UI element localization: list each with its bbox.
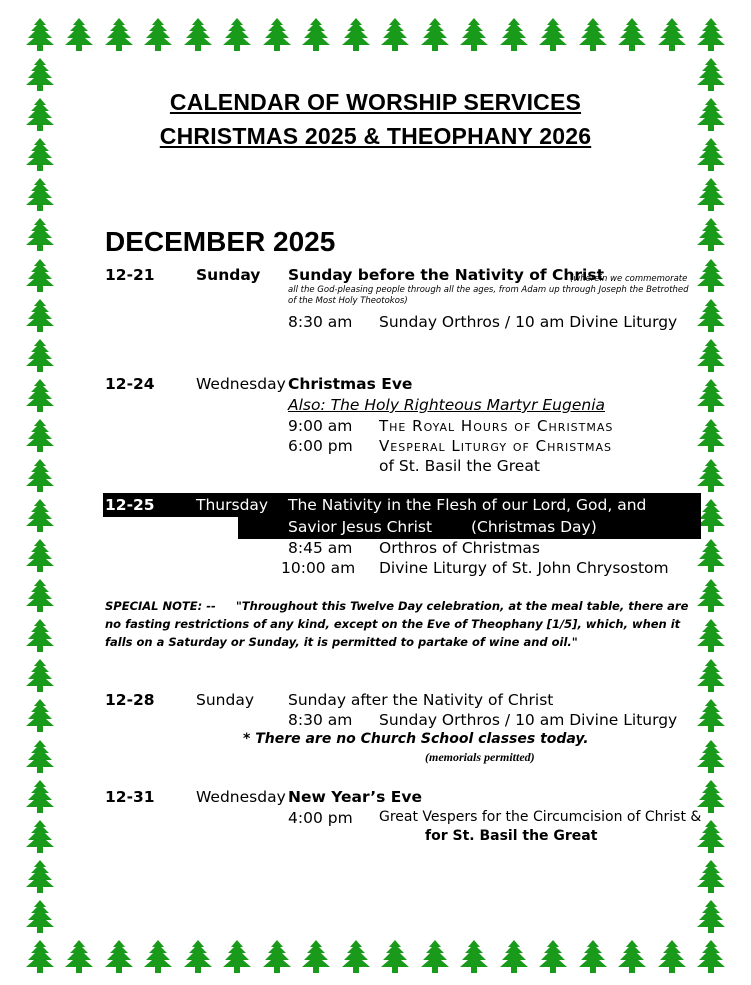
- tree-icon: [24, 539, 56, 573]
- tree-icon: [458, 940, 490, 974]
- tree-icon: [24, 259, 56, 293]
- tree-icon: [142, 940, 174, 974]
- tree-icon: [695, 259, 727, 293]
- tree-icon: [24, 379, 56, 413]
- tree-icon: [261, 18, 293, 52]
- tree-icon: [24, 619, 56, 653]
- tree-icon: [695, 299, 727, 333]
- tree-icon: [24, 419, 56, 453]
- tree-icon: [695, 339, 727, 373]
- page-title-line2: CHRISTMAS 2025 & THEOPHANY 2026: [159, 123, 592, 149]
- tree-icon: [695, 740, 727, 774]
- tree-icon: [577, 18, 609, 52]
- entry-title: Christmas Eve: [288, 375, 413, 393]
- entry-day: Sunday: [196, 266, 261, 284]
- tree-icon: [142, 18, 174, 52]
- tree-icon: [24, 940, 56, 974]
- tree-icon: [24, 860, 56, 894]
- tree-icon: [379, 940, 411, 974]
- entry-service: Divine Liturgy of St. John Chrysostom: [379, 559, 669, 577]
- tree-icon: [24, 339, 56, 373]
- tree-icon: [103, 18, 135, 52]
- entry-title-cont: (Christmas Day): [471, 518, 597, 536]
- tree-icon: [695, 58, 727, 92]
- entry-service: Vesperal Liturgy of Christmas: [379, 437, 612, 455]
- tree-icon: [24, 299, 56, 333]
- tree-icon: [695, 379, 727, 413]
- entry-day: Sunday: [196, 691, 254, 709]
- tree-icon: [24, 459, 56, 493]
- tree-icon: [221, 18, 253, 52]
- tree-icon: [63, 18, 95, 52]
- tree-icon: [221, 940, 253, 974]
- entry-service: Sunday Orthros / 10 am Divine Liturgy: [379, 313, 678, 331]
- entry-service: Great Vespers for the Circumcision of Christ &: [379, 809, 702, 825]
- entry-title: New Year’s Eve: [288, 788, 422, 806]
- tree-icon: [24, 900, 56, 934]
- tree-icon: [24, 699, 56, 733]
- entry-note: (wherein we commemorate all the God-pleasing people through all the ages, from Adam up through Joseph the Betrothed of the Most Holy Theotokos): [288, 274, 689, 306]
- tree-icon: [419, 18, 451, 52]
- page-title-line1: CALENDAR OF WORSHIP SERVICES: [169, 89, 582, 115]
- tree-icon: [616, 18, 648, 52]
- tree-icon: [695, 699, 727, 733]
- tree-icon: [577, 940, 609, 974]
- tree-icon: [182, 18, 214, 52]
- tree-icon: [498, 940, 530, 974]
- entry-date: 12-25: [105, 496, 155, 514]
- entry-date: 12-24: [105, 375, 155, 393]
- tree-icon: [537, 940, 569, 974]
- tree-icon: [695, 218, 727, 252]
- entry-title: Sunday before the Nativity of Christ: [288, 266, 604, 284]
- memorials-note: (memorials permitted): [425, 750, 535, 764]
- entry-time: 9:00 am: [288, 417, 353, 435]
- tree-icon: [656, 940, 688, 974]
- tree-icon: [695, 659, 727, 693]
- school-note: * There are no Church School classes today.: [243, 731, 589, 747]
- tree-icon: [695, 178, 727, 212]
- entry-title-cont: Savior Jesus Christ: [288, 518, 433, 536]
- entry-time: 8:45 am: [288, 539, 353, 557]
- entry-day: Thursday: [196, 496, 269, 514]
- tree-icon: [24, 218, 56, 252]
- tree-icon: [340, 940, 372, 974]
- tree-icon: [63, 940, 95, 974]
- entry-time: 10:00 am: [281, 559, 356, 577]
- entry-title: Sunday after the Nativity of Christ: [288, 691, 554, 709]
- tree-icon: [24, 740, 56, 774]
- tree-icon: [379, 18, 411, 52]
- tree-icon: [24, 780, 56, 814]
- tree-icon: [24, 18, 56, 52]
- tree-icon: [695, 900, 727, 934]
- entry-service-cont: for St. Basil the Great: [425, 828, 598, 844]
- special-note-text: "Throughout this Twelve Day celebration, at the meal table, there are no fasting restrictions of any kind, except on the Eve of Theophany [1/5], which, when it falls on a Saturday or Sunday, it is permitted to partake of wine and oil.": [105, 599, 689, 649]
- entry-time: 8:30 am: [288, 313, 353, 331]
- entry-service: Orthros of Christmas: [379, 539, 541, 557]
- entry-date: 12-28: [105, 691, 155, 709]
- tree-icon: [261, 940, 293, 974]
- tree-icon: [24, 659, 56, 693]
- tree-icon: [24, 178, 56, 212]
- tree-icon: [24, 499, 56, 533]
- tree-icon: [103, 940, 135, 974]
- tree-icon: [695, 459, 727, 493]
- tree-icon: [695, 860, 727, 894]
- tree-icon: [24, 579, 56, 613]
- entry-day: Wednesday: [196, 788, 286, 806]
- tree-icon: [182, 940, 214, 974]
- month-heading: DECEMBER 2025: [105, 226, 336, 257]
- entry-time: 6:00 pm: [288, 437, 353, 455]
- tree-icon: [24, 58, 56, 92]
- tree-icon: [695, 940, 727, 974]
- entry-date: 12-21: [105, 266, 155, 284]
- tree-icon: [498, 18, 530, 52]
- entry-time: 8:30 am: [288, 711, 353, 729]
- tree-icon: [695, 419, 727, 453]
- entry-service: The Royal Hours of Christmas: [379, 417, 614, 435]
- entry-service: Sunday Orthros / 10 am Divine Liturgy: [379, 711, 678, 729]
- tree-icon: [419, 940, 451, 974]
- entry-date: 12-31: [105, 788, 155, 806]
- special-note: [105, 597, 703, 651]
- tree-icon: [300, 18, 332, 52]
- tree-icon: [695, 539, 727, 573]
- entry-day: Wednesday: [196, 375, 286, 393]
- entry-title: The Nativity in the Flesh of our Lord, God, and: [288, 496, 647, 514]
- tree-icon: [695, 18, 727, 52]
- tree-icon: [616, 940, 648, 974]
- tree-icon: [537, 18, 569, 52]
- tree-icon: [656, 18, 688, 52]
- tree-icon: [24, 820, 56, 854]
- entry-service-cont: of St. Basil the Great: [379, 457, 540, 475]
- special-note-label: SPECIAL NOTE: --: [105, 599, 216, 613]
- tree-icon: [458, 18, 490, 52]
- entry-time: 4:00 pm: [288, 809, 353, 827]
- tree-icon: [300, 940, 332, 974]
- tree-icon: [340, 18, 372, 52]
- entry-also: Also: The Holy Righteous Martyr Eugenia: [288, 396, 605, 414]
